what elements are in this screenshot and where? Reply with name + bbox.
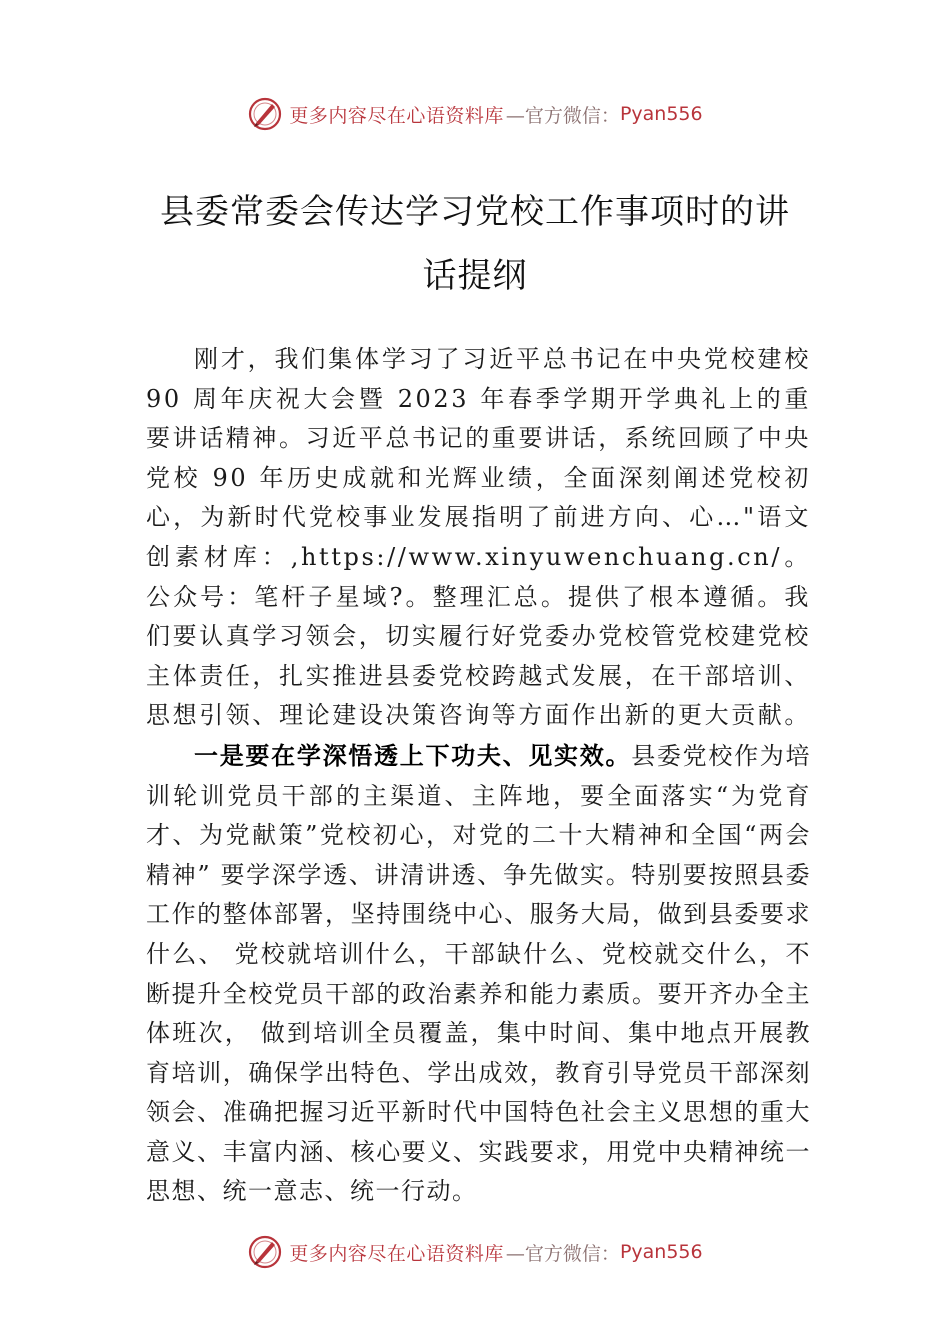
title-line-1: 县委常委会传达学习党校工作事项时的讲 <box>160 192 790 232</box>
paragraph-point-one-body: 县委党校作为培训轮训党员干部的主渠道、主阵地，要全面落实“为党育才、为党献策”党校初心，对党的二十大精神和全国“两会精神” 要学深学透、讲清讲透、争先做实。特别要按照县委工作的整体部署，坚持围绕中心、服务大局，做到县委要求什么、 党校就培训什么，干部缺什么、党校就交什么，不断提升全校党员干部的政治素养和能力素质。要开齐办全主体班次， 做到培训全员覆盖，集中时间、集中地点开展教育培训，确保学出特色、学出成效，教育引导党员干部深刻领会、准确把握习近平新时代中国特色社会主义思想的重大意义、丰富内涵、核心要义、实践要求，用党中央精神统一思想、统一意志、统一行动。 <box>146 741 812 1206</box>
banner-wechat-id: Pyan556 <box>619 103 703 125</box>
title-line-2: 话提纲 <box>422 256 528 296</box>
header-banner <box>0 94 950 134</box>
paragraph-point-one <box>146 736 811 1212</box>
pen-seal-icon <box>247 1234 283 1270</box>
paragraph-point-one-heading: 一是要在学深悟透上下功夫、见实效。 <box>194 740 632 770</box>
banner-main-text: 更多内容尽在心语资料库 <box>289 104 504 127</box>
pen-seal-icon <box>247 96 283 132</box>
footer-wechat-id: Pyan556 <box>619 1241 703 1263</box>
footer-separator-text: —官方微信： <box>505 1242 620 1265</box>
footer-banner <box>0 1232 950 1272</box>
document-body <box>146 340 811 1212</box>
document-title <box>140 180 810 308</box>
paragraph-intro: 刚才，我们集体学习了习近平总书记在中央党校建校 90 周年庆祝大会暨 2023 年春季学期开学典礼上的重要讲话精神。习近平总书记的重要讲话，系统回顾了中央党校 90 年历史成就和光辉业绩，全面深刻阐述党校初心，为新时代党校事业发展指明了前进方向、心…"语文创素材库：,https://www.xinyuwenchuang.cn/。公众号：笔杆子星域?。整理汇总。提供了根本遵循。我们要认真学习领会，切实履行好党委办党校管党校建党校主体责任，扎实推进县委党校跨越式发展，在干部培训、思想引领、理论建设决策咨询等方面作出新的更大贡献。 <box>146 345 811 730</box>
banner-separator-text: —官方微信： <box>505 104 620 127</box>
footer-main-text: 更多内容尽在心语资料库 <box>289 1242 504 1265</box>
